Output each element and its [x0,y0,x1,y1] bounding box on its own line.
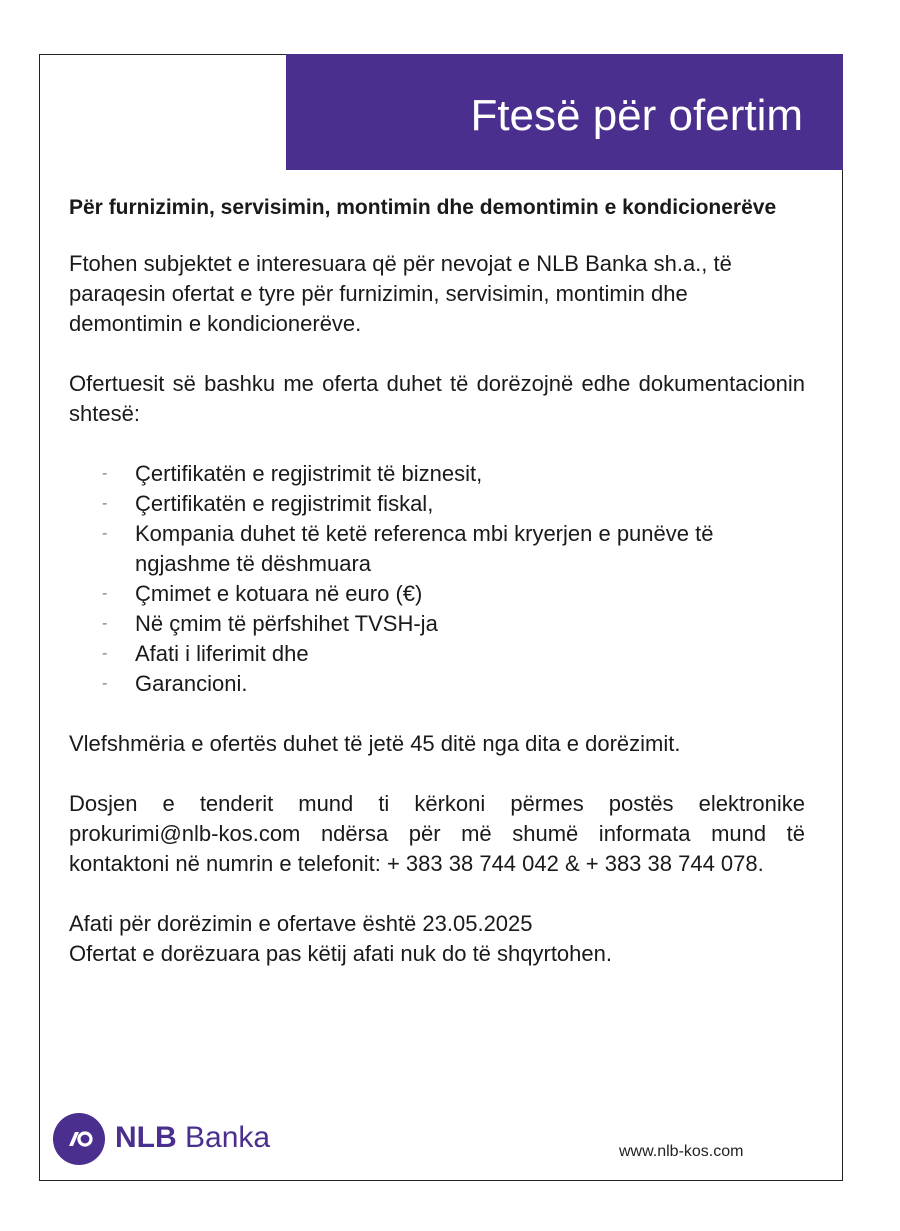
docs-intro-paragraph: Ofertuesit së bashku me oferta duhet të dorëzojnë edhe dokumentacionin shtesë: [69,371,805,426]
logo-wordmark: NLB Banka [115,1121,271,1154]
validity-paragraph: Vlefshmëria e ofertës duhet të jetë 45 ditë nga dita e dorëzimit. [69,731,681,756]
dash-bullet: - [102,675,108,692]
list-item: - Çertifikatën e regjistrimit të biznesit, [135,459,805,489]
document-body [69,193,805,969]
title-banner [286,54,843,170]
late-note-text: Ofertat e dorëzuara pas këtij afati nuk do të shqyrtohen. [69,941,612,966]
list-item: - Kompania duhet të ketë referenca mbi kryerjen e punëve të ngjashme të dëshmuara [102,521,714,576]
list-item: - Çmimet e kotuara në euro (€) [135,579,805,609]
dash-bullet: - [102,585,108,602]
list-item: - Garancioni. [135,669,805,699]
dash-bullet: - [102,525,108,542]
list-item: - Afati i liferimit dhe [135,639,805,669]
dash-bullet: - [102,645,108,662]
contact-paragraph: Dosjen e tenderit mund ti kërkoni përmes postës elektronike prokurimi@nlb-kos.com ndërsa për më shumë informata mund të kontaktoni në numrin e telefonit: + 383 38 744 042 & + 383 38 744 078. [69,791,805,876]
page-title: Ftesë për ofertim [470,91,803,140]
dash-bullet: - [102,465,108,482]
dash-bullet: - [102,495,108,512]
requirements-list [69,459,805,699]
intro-paragraph: Ftohen subjektet e interesuara që për nevojat e NLB Banka sh.a., të paraqesin ofertat e tyre për furnizimin, servisimin, montimin dhe demontimin e kondicionerëve. [69,251,732,336]
list-item: - Në çmim të përfshihet TVSH-ja [135,609,805,639]
dash-bullet: - [102,615,108,632]
website-link[interactable]: www.nlb-kos.com [619,1143,744,1160]
subject-heading: Për furnizimin, servisimin, montimin dhe demontimin e kondicionerëve [69,196,777,219]
list-item: - Çertifikatën e regjistrimit fiskal, [135,489,805,519]
deadline-text: Afati për dorëzimin e ofertave është 23.05.2025 [69,911,533,936]
nlb-logo [53,1111,293,1167]
nlb-logo-icon [53,1113,105,1165]
